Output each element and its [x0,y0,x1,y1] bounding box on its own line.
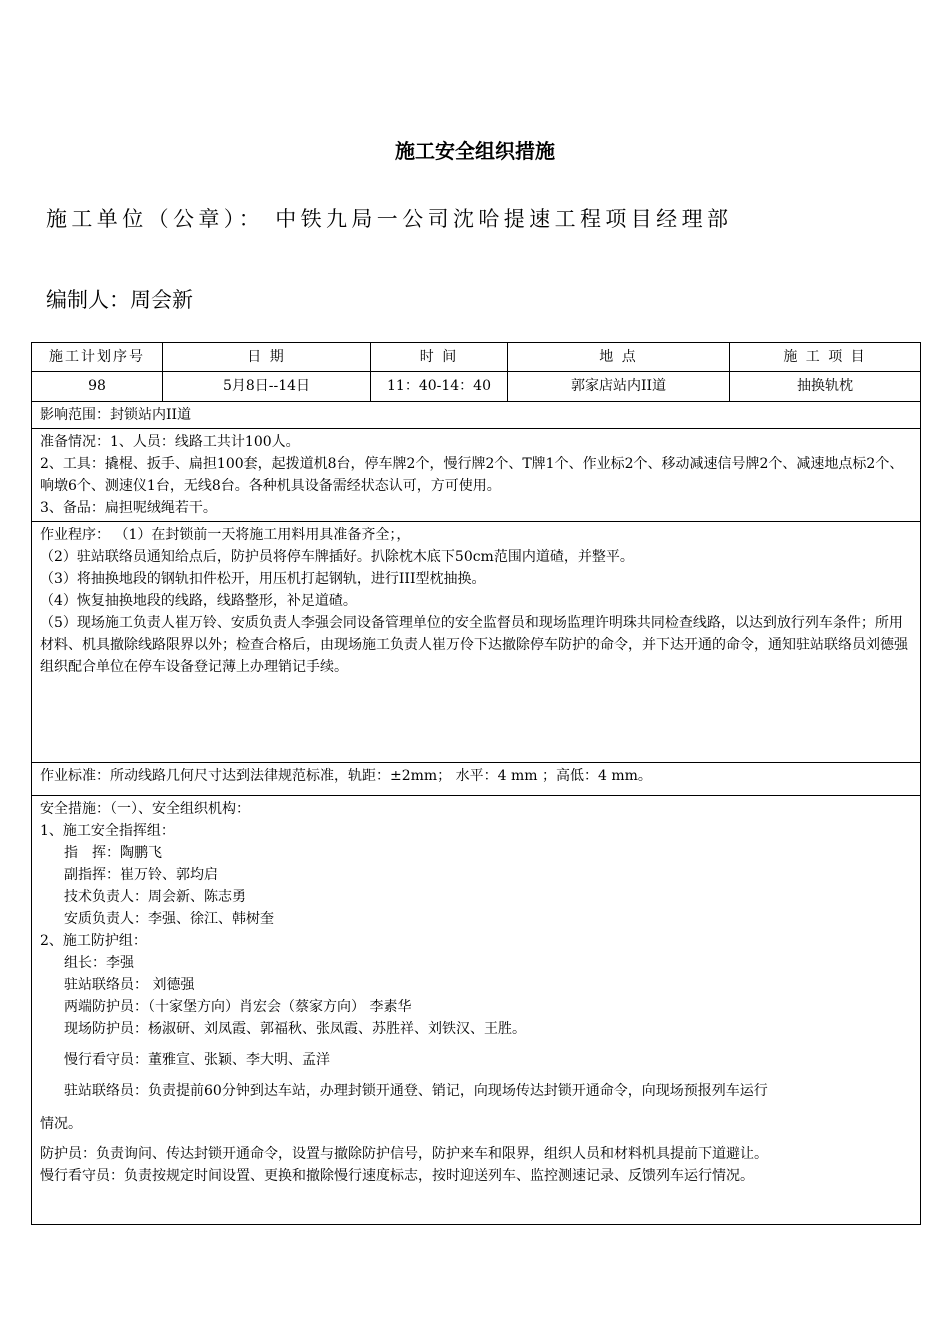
safety-end-guards: 两端防护员：（十家堡方向）肖宏会（蔡家方向） 李素华 [64,999,412,1015]
duty-guard: 防护员：负责询问、传达封锁开通命令，设置与撤除防护信号，防护来车和限界，组织人员和材料机具提前下道避让。 [40,1146,768,1162]
scope-row [32,402,921,429]
preparation-row [32,429,921,522]
safety-station-liaison: 驻站联络员： 刘德强 [64,977,195,993]
duty-station-liaison-cont: 情况。 [40,1116,82,1132]
header-row [32,343,921,372]
cell-project: 抽换轨枕 [730,372,921,402]
construction-unit-label: 施工单位（公章）： [46,207,265,231]
construction-unit-line [46,203,732,233]
duty-slow-watch: 慢行看守员：负责按规定时间设置、更换和撤除慢行速度标志，按时迎送列车、监控测速记录、反馈列车运行情况。 [40,1168,754,1184]
safety-tech-lead: 技术负责人：周会新、陈志勇 [64,889,246,905]
safety-intro: 安全措施：（一）、安全组织机构： [40,801,250,817]
cell-date: 5月8日--14日 [163,372,371,402]
safety-quality-lead: 安质负责人：李强、徐江、韩树奎 [64,911,274,927]
construction-unit-name: 中铁九局一公司沈哈提速工程项目经理部 [275,207,733,231]
editor-label: 编制人： [46,288,130,312]
procedure-row [32,522,921,763]
cell-location: 郭家店站内II道 [508,372,730,402]
header-date: 日 期 [163,343,371,372]
prep-supplies: 3、备品：扁担呢绒绳若干。 [40,500,217,516]
safety-measures-table [31,342,921,1225]
cell-plan-number: 98 [32,372,163,402]
procedure-step-4: （4）恢复抽换地段的线路，线路整形，补足道碴。 [40,593,357,609]
editor-name: 周会新 [130,288,193,312]
procedure-section [32,522,921,763]
work-standard: 作业标准：所动线路几何尺寸达到法律规范标准，轨距：±2mm； 水平：4 mm ；高低：4 mm。 [32,763,921,796]
safety-leader: 组长：李强 [64,955,134,971]
value-row [32,372,921,402]
cell-time: 11：40-14：40 [371,372,508,402]
safety-row [32,796,921,1225]
header-location: 地 点 [508,343,730,372]
document-title: 施工安全组织措施 [395,139,555,163]
header-plan-number: 施工计划序号 [32,343,163,372]
safety-slow-watch: 慢行看守员：董雅宣、张颖、李大明、孟洋 [64,1052,330,1068]
preparation-section [32,429,921,522]
duty-station-liaison: 驻站联络员：负责提前60分钟到达车站，办理封锁开通登、销记，向现场传达封锁开通命令，向现场预报列车运行 [64,1083,768,1099]
safety-vice-commander: 副指挥：崔万铃、郭均启 [64,867,218,883]
procedure-step-3: （3）将抽换地段的钢轨扣件松开，用压机打起钢轨，进行III型枕抽换。 [40,571,486,587]
prep-tools: 2、工具：撬棍、扳手、扁担100套，起拨道机8台，停车牌2个，慢行牌2个、T牌1个、作业标2个、移动减速信号牌2个、减速地点标2个、响墩6个、测速仪1台，无线8台。各种机具设备需经状态认可，方可使用。 [40,456,904,494]
prep-personnel: 准备情况：1、人员：线路工共计100人。 [40,434,300,450]
standard-row [32,763,921,796]
safety-site-guards: 现场防护员：杨淑研、刘凤霞、郭福秋、张凤霞、苏胜祥、刘铁汉、王胜。 [64,1021,526,1037]
procedure-step-5: （5）现场施工负责人崔万铃、安质负责人李强会同设备管理单位的安全监督员和现场监理许明珠共同检查线路，以达到放行列车条件；所用材料、机具撤除线路限界以外；检查合格后，由现场施工负责人崔万伶下达撤除停车防护的命令，并下达开通的命令，通知驻站联络员刘德强组织配合单位在停车设备登记薄上办理销记手续。 [40,615,908,675]
safety-commander: 指 挥：陶鹏飞 [64,845,162,861]
header-time: 时 间 [371,343,508,372]
impact-scope: 影响范围：封锁站内II道 [32,402,921,429]
procedure-step-2: （2）驻站联络员通知给点后，防护员将停车牌插好。扒除枕木底下50cm范围内道碴，并整平。 [40,549,634,565]
safety-section [32,796,921,1225]
procedure-step-1: 作业程序： （1）在封锁前一天将施工用料用具准备齐全；， [40,527,411,543]
header-project: 施 工 项 目 [730,343,921,372]
safety-group-protection: 2、施工防护组： [40,933,147,949]
editor-line [46,284,193,314]
safety-group-command: 1、施工安全指挥组： [40,823,175,839]
